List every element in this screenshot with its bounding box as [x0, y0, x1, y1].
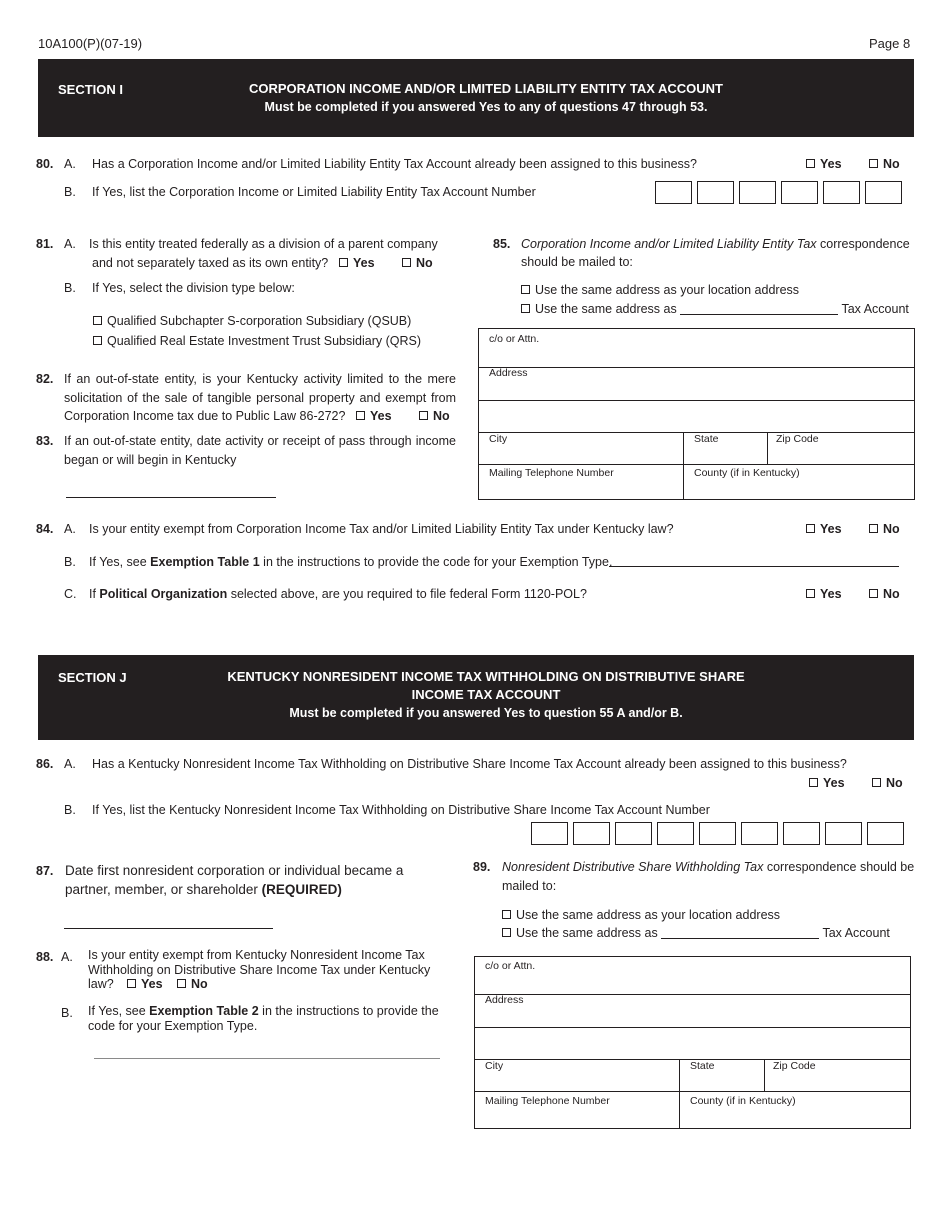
q83-date-line[interactable] [66, 497, 276, 498]
q88-number: 88. [36, 950, 54, 964]
q82-no[interactable]: No [419, 407, 450, 425]
checkbox-icon[interactable] [872, 778, 881, 787]
q80a-letter: A. [64, 157, 76, 171]
checkbox-icon[interactable] [869, 159, 878, 168]
q82-yes[interactable]: Yes [356, 407, 392, 425]
q87-line1: Date first nonresident corporation or individual became a [65, 863, 404, 878]
checkbox-icon[interactable] [502, 910, 511, 919]
checkbox-icon[interactable] [869, 589, 878, 598]
q88a-yes[interactable]: Yes [127, 977, 163, 991]
phone-label: Mailing Telephone Number [489, 467, 614, 479]
section-j-header [38, 655, 914, 740]
q88b-line2: code for your Exemption Type. [88, 1019, 258, 1033]
city-label: City [489, 433, 508, 445]
q89-address-form [474, 956, 911, 1129]
q89-option-other-account[interactable]: Use the same address as Tax Account [502, 924, 890, 942]
checkbox-icon[interactable] [127, 979, 136, 988]
q82-line1: If an out-of-state entity, is your Kentucky activity limited to the mere [64, 372, 456, 386]
checkbox-icon[interactable] [521, 304, 530, 313]
q81a-line2: and not separately taxed as its own entity? [92, 256, 329, 270]
q85-line2: should be mailed to: [521, 255, 633, 269]
address-label: Address [485, 994, 524, 1006]
checkbox-icon[interactable] [93, 336, 102, 345]
q80b-digit-box[interactable] [697, 181, 734, 204]
q86b-digit-box[interactable] [699, 822, 736, 845]
q87-number: 87. [36, 864, 54, 878]
q81-option-qrs[interactable]: Qualified Real Estate Investment Trust Subsidiary (QRS) [93, 332, 421, 350]
section-i-subtitle: Must be completed if you answered Yes to any of questions 47 through 53. [264, 100, 708, 114]
q88b-line1: If Yes, see Exemption Table 2 in the instructions to provide the [88, 1004, 439, 1018]
q81b-letter: B. [64, 281, 76, 295]
q86b-digit-box[interactable] [867, 822, 904, 845]
q84b-letter: B. [64, 555, 76, 569]
checkbox-icon[interactable] [502, 928, 511, 937]
checkbox-icon[interactable] [339, 258, 348, 267]
q84a-letter: A. [64, 522, 76, 536]
q86b-letter: B. [64, 803, 76, 817]
q84-number: 84. [36, 522, 54, 536]
q83-line1: If an out-of-state entity, date activity or receipt of pass through income [64, 434, 456, 448]
state-label: State [694, 433, 719, 445]
q80b-digit-box[interactable] [739, 181, 776, 204]
q82-number: 82. [36, 372, 54, 386]
q81a-yes[interactable]: Yes [339, 254, 375, 272]
q86a-text: Has a Kentucky Nonresident Income Tax Withholding on Distributive Share Income Tax Account already been assigned to this business? [92, 757, 847, 771]
q80b-digit-box[interactable] [781, 181, 818, 204]
q87-line2: partner, member, or shareholder (REQUIRED) [65, 882, 342, 897]
page-number: Page 8 [869, 36, 911, 51]
address-label: Address [489, 367, 528, 379]
q89-line1: Nonresident Distributive Share Withholding Tax correspondence should be [502, 860, 915, 874]
q80b-digit-box[interactable] [823, 181, 860, 204]
section-i-header [38, 59, 914, 137]
q81-option-qsub[interactable]: Qualified Subchapter S-corporation Subsidiary (QSUB) [93, 312, 411, 330]
q88b-letter: B. [61, 1006, 73, 1020]
q85-address-form [478, 328, 915, 500]
q89-account-blank[interactable] [661, 927, 819, 939]
q88a-no[interactable]: No [177, 977, 208, 991]
q80b-digit-box[interactable] [865, 181, 902, 204]
checkbox-icon[interactable] [93, 316, 102, 325]
q86-number: 86. [36, 757, 54, 771]
checkbox-icon[interactable] [419, 411, 428, 420]
checkbox-icon[interactable] [806, 524, 815, 533]
phone-label: Mailing Telephone Number [485, 1095, 610, 1107]
q89-option-location[interactable]: Use the same address as your location address [502, 906, 780, 924]
q85-number: 85. [493, 237, 511, 251]
state-label: State [690, 1060, 715, 1072]
q88a-line2: Withholding on Distributive Share Income Tax under Kentucky [88, 963, 431, 977]
q83-number: 83. [36, 434, 54, 448]
q85-line1: Corporation Income and/or Limited Liability Entity Tax correspondence [521, 237, 910, 251]
q89-line2: mailed to: [502, 879, 557, 893]
q80-number: 80. [36, 157, 54, 171]
q81a-line1: Is this entity treated federally as a division of a parent company [89, 237, 438, 251]
zip-label: Zip Code [776, 433, 819, 445]
q84c-letter: C. [64, 587, 77, 601]
checkbox-icon[interactable] [869, 524, 878, 533]
attn-label: c/o or Attn. [485, 960, 536, 972]
q84a-text: Is your entity exempt from Corporation Income Tax and/or Limited Liability Entity Tax under Kentucky law? [89, 522, 674, 536]
q84c-text: If Political Organization selected above, are you required to file federal Form 1120-POL? [89, 587, 587, 601]
q85-option-location[interactable]: Use the same address as your location address [521, 281, 799, 299]
q81a-no[interactable]: No [402, 254, 433, 272]
q81-number: 81. [36, 237, 54, 251]
q80a-no[interactable]: No [869, 155, 900, 173]
q84c-no[interactable]: No [869, 585, 900, 603]
q86b-digit-box[interactable] [615, 822, 652, 845]
q86b-digit-box[interactable] [783, 822, 820, 845]
county-label: County (if in Kentucky) [690, 1095, 796, 1107]
q84c-yes[interactable]: Yes [806, 585, 842, 603]
q83-line2: began or will begin in Kentucky [64, 453, 237, 467]
q87-date-line[interactable] [64, 928, 273, 929]
checkbox-icon[interactable] [521, 285, 530, 294]
q85-account-blank[interactable] [680, 303, 838, 315]
q81a-letter: A. [64, 237, 76, 251]
q80b-letter: B. [64, 185, 76, 199]
q86a-no[interactable]: No [872, 774, 903, 792]
q82-line3: Corporation Income tax due to Public Law 86-272? [64, 409, 346, 423]
q80b-text: If Yes, list the Corporation Income or Limited Liability Entity Tax Account Number [92, 185, 536, 199]
q86b-digit-box[interactable] [825, 822, 862, 845]
checkbox-icon[interactable] [177, 979, 186, 988]
checkbox-icon[interactable] [356, 411, 365, 420]
section-j-subtitle: Must be completed if you answered Yes to question 55 A and/or B. [289, 706, 683, 720]
q86b-digit-box[interactable] [741, 822, 778, 845]
q84b-text: If Yes, see Exemption Table 1 in the instructions to provide the code for your Exemption Type. [89, 555, 613, 569]
q85-option-other-account[interactable]: Use the same address as Tax Account [521, 300, 909, 318]
q80a-text: Has a Corporation Income and/or Limited Liability Entity Tax Account already been assigned to this business? [92, 157, 697, 171]
checkbox-icon[interactable] [806, 159, 815, 168]
checkbox-icon[interactable] [402, 258, 411, 267]
checkbox-icon[interactable] [809, 778, 818, 787]
q88a-line1: Is your entity exempt from Kentucky Nonresident Income Tax [88, 948, 425, 962]
form-id: 10A100(P)(07-19) [38, 36, 143, 51]
q86a-yes[interactable]: Yes [809, 774, 845, 792]
q86b-text: If Yes, list the Kentucky Nonresident Income Tax Withholding on Distributive Share Income Tax Account Number [92, 803, 710, 817]
q86b-digit-box[interactable] [573, 822, 610, 845]
q86b-digit-box[interactable] [657, 822, 694, 845]
q84a-yes[interactable]: Yes [806, 520, 842, 538]
q80b-digit-box[interactable] [655, 181, 692, 204]
q86a-letter: A. [64, 757, 76, 771]
county-label: County (if in Kentucky) [694, 467, 800, 479]
q81b-text: If Yes, select the division type below: [92, 281, 295, 295]
section-j-title-line2: INCOME TAX ACCOUNT [411, 687, 561, 702]
attn-label: c/o or Attn. [489, 333, 540, 345]
section-i-label: SECTION I [58, 82, 124, 97]
q86b-digit-box[interactable] [531, 822, 568, 845]
zip-label: Zip Code [773, 1060, 816, 1072]
q82-line2: solicitation of the sale of tangible personal property and exempt from [64, 391, 456, 405]
section-j-label: SECTION J [58, 670, 127, 685]
q88a-line3: law? [88, 977, 114, 991]
q88a-letter: A. [61, 950, 73, 964]
q89-number: 89. [473, 860, 491, 874]
city-label: City [485, 1060, 504, 1072]
checkbox-icon[interactable] [806, 589, 815, 598]
q80a-yes[interactable]: Yes [806, 155, 842, 173]
q84b-exemption-blank[interactable] [609, 566, 899, 567]
section-i-title: CORPORATION INCOME AND/OR LIMITED LIABILITY ENTITY TAX ACCOUNT [248, 81, 723, 96]
section-j-title-line1: KENTUCKY NONRESIDENT INCOME TAX WITHHOLDING ON DISTRIBUTIVE SHARE [227, 669, 745, 684]
q84a-no[interactable]: No [869, 520, 900, 538]
q88b-exemption-line[interactable] [94, 1058, 440, 1059]
